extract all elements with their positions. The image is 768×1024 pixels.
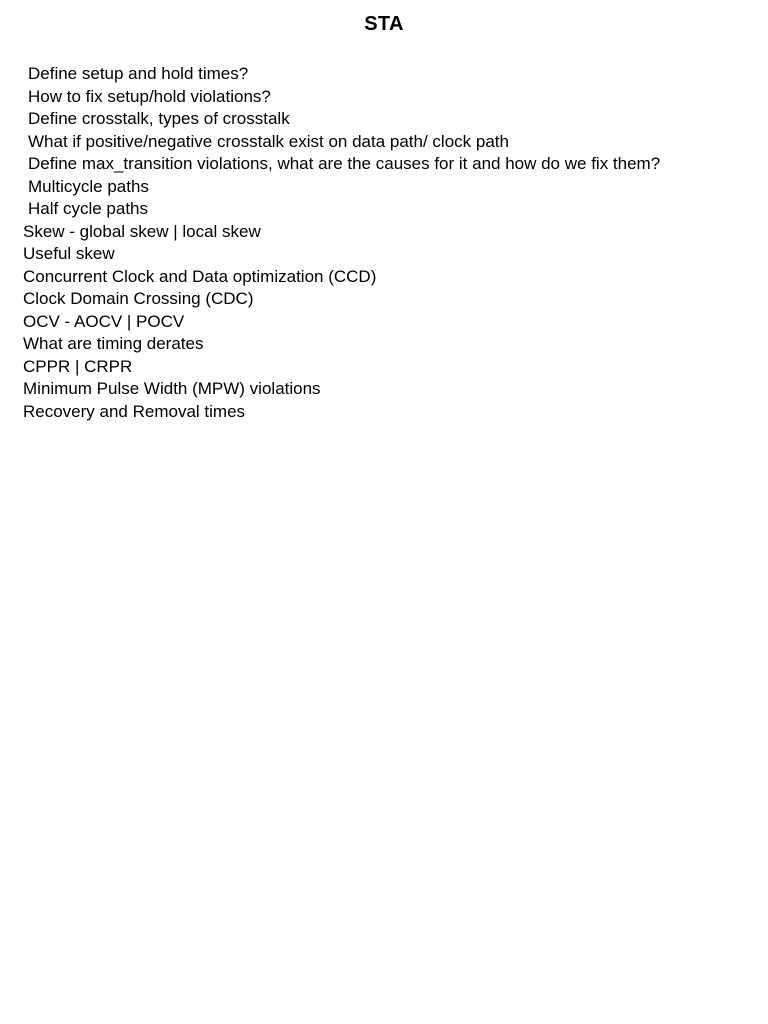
list-item: Define setup and hold times?	[28, 64, 249, 83]
list-item: CPPR | CRPR	[23, 356, 133, 376]
list-item: Define crosstalk, types of crosstalk	[28, 109, 290, 128]
list-item: Useful skew	[23, 244, 115, 263]
list-item: Skew - global skew | local skew	[23, 221, 261, 241]
page-title: STA	[364, 13, 404, 35]
list-item: Half cycle paths	[28, 199, 148, 218]
list-item: Define max_transition violations, what are the causes for it and how do we fix them?	[28, 154, 661, 173]
topic-list	[23, 63, 758, 423]
list-item: What are timing derates	[23, 334, 204, 353]
list-item: OCV - AOCV | POCV	[23, 311, 185, 331]
list-item: What if positive/negative crosstalk exist on data path/ clock path	[28, 131, 509, 151]
list-item: How to fix setup/hold violations?	[28, 86, 271, 106]
list-item: Multicycle paths	[28, 176, 149, 196]
list-item: Clock Domain Crossing (CDC)	[23, 289, 254, 308]
list-item: Recovery and Removal times	[23, 401, 246, 421]
list-item: Minimum Pulse Width (MPW) violations	[23, 379, 321, 398]
list-item: Concurrent Clock and Data optimization (CCD)	[23, 266, 377, 286]
